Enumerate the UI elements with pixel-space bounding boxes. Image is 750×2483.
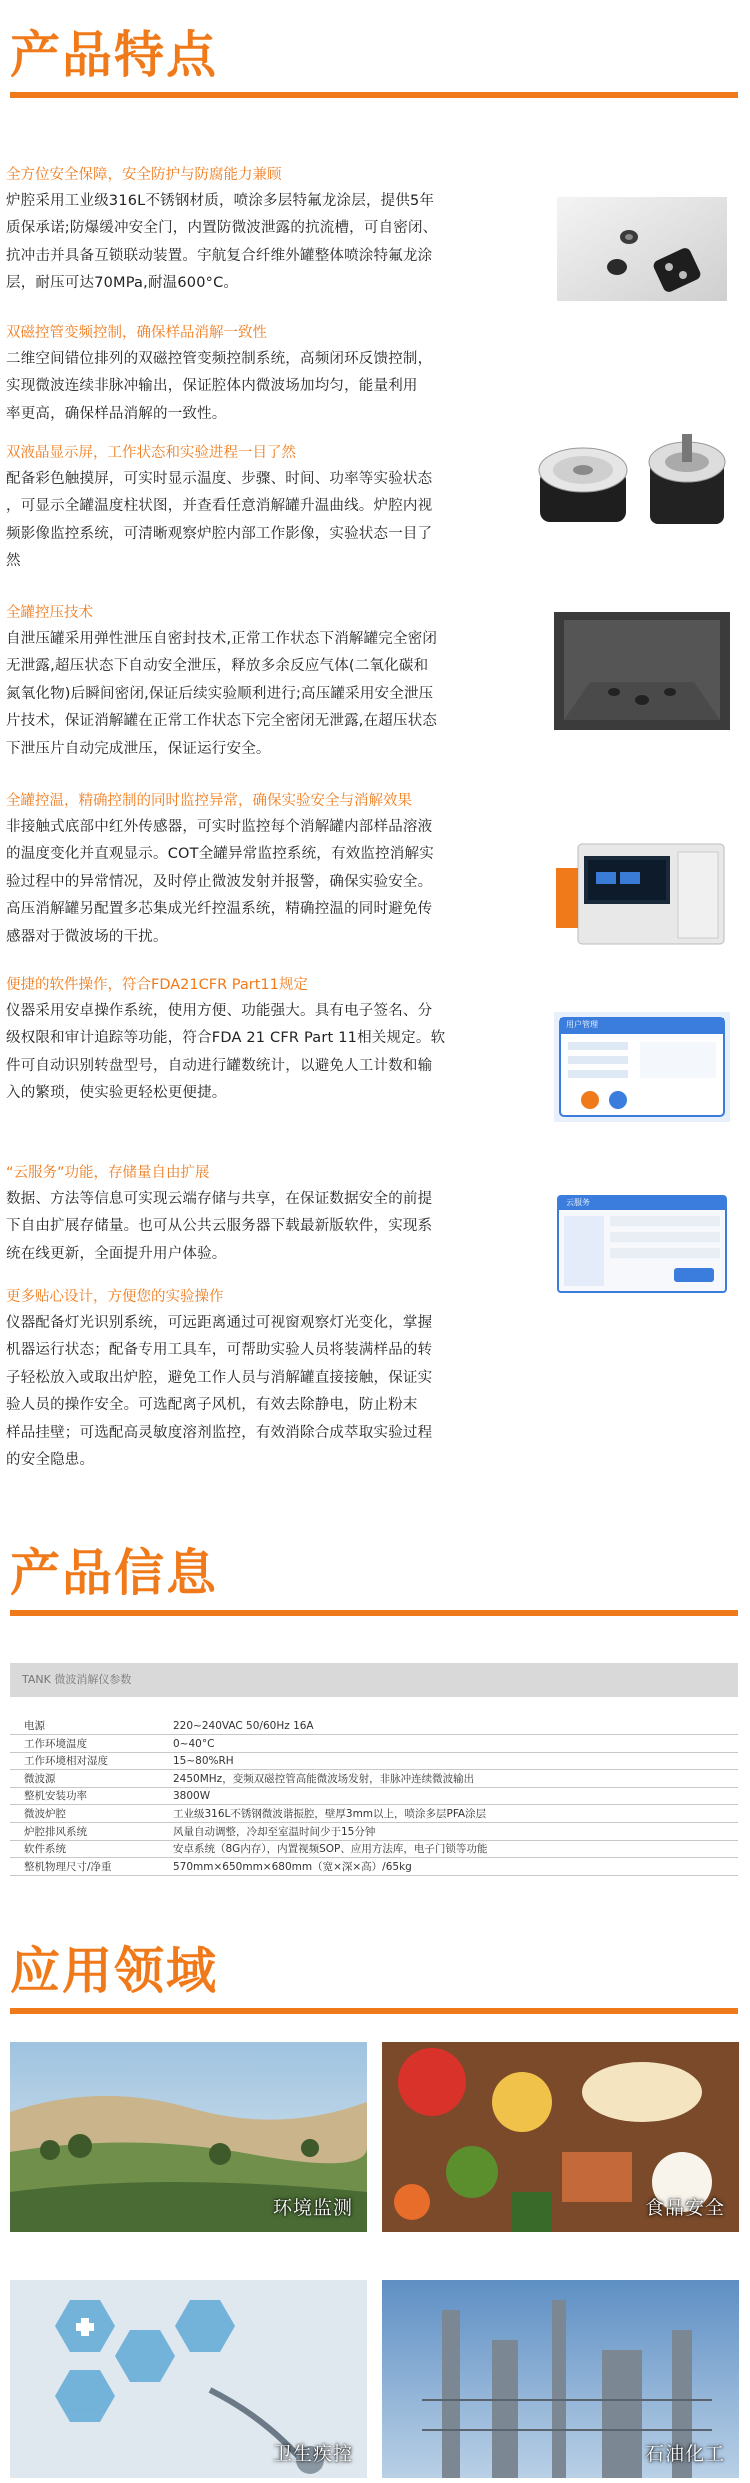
feature-line: 氮氧化物)后瞬间密闭,保证后续实验顺利进行;高压罐采用安全泄压	[6, 685, 434, 702]
feature-line: 子轻松放入或取出炉腔，避免工作人员与消解罐直接接触，保证实	[6, 1369, 433, 1386]
feature-line: ，可显示全罐温度柱状图，并查看任意消解罐升温曲线。炉腔内视	[6, 498, 433, 515]
section-title-underline	[10, 92, 738, 98]
feature-line: 样品挂壁；可选配高灵敏度溶剂监控，有效消除合成萃取实验过程	[6, 1424, 433, 1441]
feature-line: 率更高，确保样品消解的一致性。	[6, 405, 227, 422]
feature-text	[6, 1186, 506, 1268]
feature-line: 质保承诺;防爆缓冲安全门，内置防微波泄露的抗流槽，可自密闭、	[6, 220, 438, 237]
feature-line: 的安全隐患。	[6, 1452, 95, 1469]
feature-design	[6, 1284, 506, 1474]
feature-line: 炉腔采用工业级316L不锈钢材质，喷涂多层特氟龙涂层，提供5年	[6, 193, 435, 209]
application-petrochemical	[382, 2280, 739, 2478]
spec-value: 0~40°C	[173, 1737, 215, 1750]
application-label: 石油化工	[644, 2443, 725, 2465]
feature-line: 然	[6, 553, 21, 570]
spec-value: 安卓系统（8G内存），内置视频SOP、应用方法库，电子门锁等功能	[173, 1843, 488, 1856]
feature-line: 级权限和审计追踪等功能，符合FDA 21 CFR Part 11相关规定。软	[6, 1030, 446, 1047]
feature-line: 二维空间错位排列的双磁控管变频控制系统，高频闭环反馈控制，	[6, 351, 433, 367]
spec-key: 微波炉腔	[24, 1808, 66, 1820]
feature-line: 件可自动识别转盘型号，自动进行罐数统计，以避免人工计数和输	[6, 1057, 433, 1074]
feature-line: 高压消解罐另配置多芯集成光纤控温系统，精确控温的同时避免传	[6, 901, 433, 918]
feature-line: 的温度变化并直观显示。COT全罐异常监控系统，有效监控消解实	[6, 846, 434, 863]
section-title-underline	[10, 2008, 738, 2014]
feature-line: 自泄压罐采用弹性泄压自密封技术,正常工作状态下消解罐完全密闭	[6, 631, 438, 647]
feature-heading: “云服务”功能，存储量自由扩展	[6, 1165, 210, 1181]
section-title-features: 产品特点	[10, 26, 218, 84]
screen-title: 用户管理	[566, 1020, 598, 1029]
spec-key: 软件系统	[24, 1843, 66, 1856]
feature-text	[6, 188, 506, 298]
feature-text	[6, 466, 506, 576]
application-label: 卫生疾控	[272, 2443, 353, 2465]
feature-safety	[6, 162, 506, 298]
feature-line: 统在线更新，全面提升用户体验。	[6, 1245, 227, 1262]
feature-heading: 全罐控压技术	[6, 605, 93, 621]
screen-title: 云服务	[566, 1198, 590, 1207]
application-health	[10, 2280, 367, 2478]
spec-value: 15~80%RH	[173, 1755, 234, 1768]
feature-temperature	[6, 788, 506, 951]
section-title-underline	[10, 1610, 738, 1616]
spec-key: 整机物理尺寸/净重	[24, 1860, 112, 1873]
feature-line: 感器对于微波场的干扰。	[6, 928, 168, 945]
spec-value: 220~240VAC 50/60Hz 16A	[173, 1720, 314, 1732]
feature-line: 机器运行状态；配备专用工具车，可帮助实验人员将装满样品的转	[6, 1342, 433, 1359]
spec-key: 整机安装功率	[24, 1790, 87, 1803]
spec-row	[10, 1805, 738, 1823]
spec-row	[10, 1735, 738, 1753]
feature-text	[6, 814, 506, 951]
feature-pressure	[6, 600, 506, 763]
feature-text	[6, 1310, 506, 1474]
feature-line: 抗冲击并具备互锁联动装置。宇航复合纤维外罐整体喷涂特氟龙涂	[6, 247, 433, 264]
feature-heading: 全方位安全保障，安全防护与防腐能力兼顾	[6, 167, 282, 183]
rotor-image-left	[532, 432, 634, 530]
section-title-applications: 应用领域	[10, 1942, 218, 2000]
feature-line: 入的繁琐，使实验更轻松更便捷。	[6, 1085, 227, 1102]
spec-value: 风量自动调整，冷却至室温时间少于15分钟	[173, 1825, 376, 1838]
feature-line: 无泄露,超压状态下自动安全泄压，释放多余反应气体(二氧化碳和	[6, 658, 429, 675]
application-food	[382, 2042, 739, 2232]
spec-key: 微波源	[24, 1772, 56, 1785]
application-environment	[10, 2042, 367, 2232]
spec-row	[10, 1858, 738, 1876]
section-title-info: 产品信息	[10, 1544, 218, 1602]
feature-line: 验过程中的异常情况，及时停止微波发射并报警，确保实验安全。	[6, 873, 433, 890]
feature-text	[6, 346, 506, 428]
spec-row	[10, 1770, 738, 1788]
spec-key: 工作环境相对湿度	[24, 1755, 108, 1768]
spec-value: 3800W	[173, 1790, 211, 1803]
feature-text	[6, 626, 506, 763]
cloud-service-screen	[554, 1192, 730, 1296]
instrument-image	[556, 828, 732, 946]
feature-line: 频影像监控系统，可清晰观察炉腔内部工作影像，实验状态一目了	[6, 525, 433, 542]
feature-line: 片技术，保证消解罐在正常工作状态下完全密闭无泄露,在超压状态	[6, 713, 438, 730]
feature-line: 仪器配备灯光识别系统，可远距离通过可视窗观察灯光变化，掌握	[6, 1315, 433, 1331]
feature-line: 仪器采用安卓操作系统，使用方便、功能强大。具有电子签名、分	[6, 1003, 433, 1019]
pressure-chamber-image	[554, 612, 730, 730]
spec-key: 电源	[24, 1720, 45, 1732]
feature-heading: 全罐控温，精确控制的同时监控异常，确保实验安全与消解效果	[6, 793, 412, 809]
chamber-interior-image	[557, 197, 727, 301]
feature-line: 下泄压片自动完成泄压，保证运行安全。	[6, 740, 271, 757]
spec-key: 炉腔排风系统	[24, 1825, 87, 1838]
spec-value: 570mm×650mm×680mm（宽×深×高）/65kg	[173, 1860, 412, 1873]
user-management-screen	[554, 1012, 730, 1122]
feature-line: 下自由扩展存储量。也可从公共云服务器下载最新版软件，实现系	[6, 1218, 433, 1235]
feature-line: 配备彩色触摸屏，可实时显示温度、步骤、时间、功率等实验状态	[6, 471, 433, 487]
rotor-image-right	[640, 428, 734, 532]
feature-line: 数据、方法等信息可实现云端存储与共享，在保证数据安全的前提	[6, 1191, 433, 1207]
spec-row	[10, 1787, 738, 1805]
spec-row	[10, 1840, 738, 1858]
spec-value: 工业级316L不锈钢微波谐振腔，壁厚3mm以上，喷涂多层PFA涂层	[173, 1808, 487, 1820]
spec-row	[10, 1823, 738, 1841]
feature-software	[6, 972, 506, 1108]
feature-line: 实现微波连续非脉冲输出，保证腔体内微波场加均匀，能量利用	[6, 378, 418, 395]
application-label: 环境监测	[272, 2197, 353, 2219]
feature-cloud	[6, 1160, 506, 1268]
feature-heading: 双液晶显示屏，工作状态和实验进程一目了然	[6, 445, 296, 461]
spec-value: 2450MHz，变频双磁控管高能微波场发射，非脉冲连续微波输出	[173, 1772, 475, 1785]
spec-table-header: TANK 微波消解仪参数	[10, 1663, 738, 1697]
feature-line: 验人员的操作安全。可选配离子风机，有效去除静电，防止粉末	[6, 1397, 418, 1414]
feature-text	[6, 998, 506, 1108]
feature-heading: 便捷的软件操作，符合FDA21CFR Part11规定	[6, 977, 308, 993]
spec-key: 工作环境温度	[24, 1737, 87, 1750]
spec-row	[10, 1717, 738, 1735]
feature-display	[6, 440, 506, 576]
spec-row	[10, 1752, 738, 1770]
feature-line: 非接触式底部中红外传感器，可实时监控每个消解罐内部样品溶液	[6, 819, 433, 835]
feature-heading: 双磁控管变频控制，确保样品消解一致性	[6, 325, 267, 341]
application-label: 食品安全	[644, 2197, 725, 2219]
feature-magnetron	[6, 320, 506, 428]
feature-line: 层，耐压可达70MPa,耐温600°C。	[6, 275, 239, 292]
feature-heading: 更多贴心设计，方便您的实验操作	[6, 1289, 224, 1305]
